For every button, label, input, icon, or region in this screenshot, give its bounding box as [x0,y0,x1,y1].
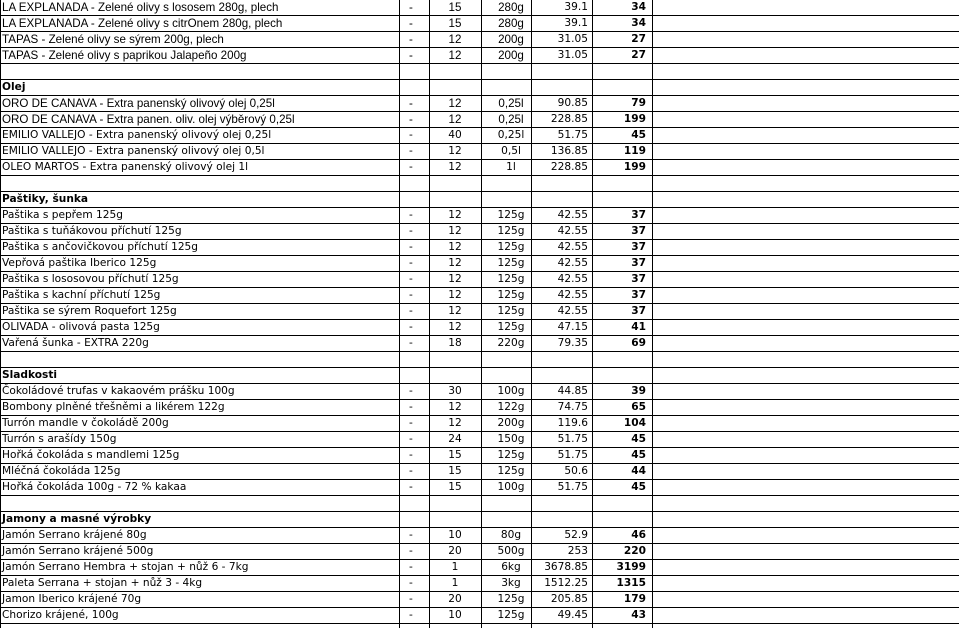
cell-dash: - [409,241,413,253]
cell-qty: 15 [448,449,462,461]
cell-price: 50.6 [564,465,588,477]
cell-qty: 12 [448,145,462,157]
table-row [0,160,959,176]
cell-unit: 500g [497,545,525,557]
cell-price: 228.85 [550,161,588,173]
table-row [0,16,959,32]
cell-unit: 150g [497,433,525,445]
cell-dash: - [409,209,413,221]
cell-name: Vařená šunka - EXTRA 220g [2,337,149,349]
table-row [0,336,959,352]
cell-name: Bombony plněné třešněmi a likérem 122g [2,401,225,413]
table-row [0,448,959,464]
cell-name: Mléčná čokoláda 125g [2,465,121,477]
table-row [0,96,959,112]
cell-qty: 12 [448,97,462,110]
cell-price: 1512.25 [544,577,588,589]
cell-qty: 12 [448,417,462,429]
cell-name: Paštika s ančovičkovou příchutí 125g [2,241,199,253]
cell-dash: - [409,33,413,46]
cell-price: 253 [567,545,588,557]
cell-total: 34 [631,17,646,29]
cell-qty: 12 [448,305,462,317]
cell-name: EMILIO VALLEJO - Extra panenský olivový olej 0,25l [2,129,272,141]
cell-dash: - [409,161,413,173]
cell-unit: 0,25l [498,113,524,126]
column-divider [531,0,532,628]
cell-name: EMILIO VALLEJO - Extra panenský olivový olej 0,5l [2,145,265,157]
cell-unit: 0,25l [497,129,525,141]
table-row [0,592,959,608]
cell-name: LA EXPLANADA - Zelené olivy s lososem 280g, plech [2,1,279,14]
cell-qty: 12 [448,113,462,126]
cell-qty: 12 [448,273,462,285]
blank-row [0,496,959,512]
cell-dash: - [409,561,413,573]
cell-total: 37 [631,289,646,301]
cell-dash: - [409,145,413,157]
cell-unit: 1l [506,161,516,173]
cell-qty: 12 [448,225,462,237]
column-divider [652,0,653,628]
cell-price: 42.55 [557,273,588,285]
cell-total: 37 [631,273,646,285]
cell-total: 45 [631,449,646,461]
cell-total: 37 [631,209,646,221]
cell-dash: - [409,529,413,541]
table-row [0,288,959,304]
cell-total: 37 [631,305,646,317]
cell-unit: 125g [497,273,525,285]
cell-name: ORO DE CANAVA - Extra panen. oliv. olej výběrový 0,25l [2,113,295,126]
cell-dash: - [409,273,413,285]
cell-name: Turrón s arašídy 150g [2,433,117,445]
cell-price: 39.1 [564,1,588,13]
cell-unit: 280g [498,17,524,30]
cell-name: LA EXPLANADA - Zelené olivy s citrOnem 280g, plech [2,17,283,30]
cell-name: Jamon Iberico krájené 70g [2,593,142,605]
cell-unit: 125g [497,609,525,621]
cell-price: 79.35 [557,337,588,349]
table-row [0,128,959,144]
table-row [0,480,959,496]
cell-total: 45 [631,481,646,493]
table-row [0,608,959,624]
cell-name: Paštika s lososovou příchutí 125g [2,273,179,285]
cell-total: 37 [631,225,646,237]
cell-unit: 200g [498,33,524,46]
cell-dash: - [409,433,413,445]
cell-name: Paštika s kachní příchutí 125g [2,289,161,301]
cell-name: Paštika s pepřem 125g [2,209,123,221]
cell-dash: - [409,481,413,493]
cell-qty: 15 [448,481,462,493]
cell-total: 45 [631,433,646,445]
cell-price: 52.9 [564,529,588,541]
cell-total: 69 [631,337,646,349]
cell-unit: 125g [497,449,525,461]
table-row [0,560,959,576]
cell-price: 47.15 [557,321,588,333]
table-row [0,48,959,64]
section-title: Paštiky, šunka [2,193,89,205]
table-row [0,208,959,224]
cell-unit: 200g [497,417,525,429]
cell-qty: 15 [448,465,462,477]
cell-unit: 125g [497,225,525,237]
cell-total: 179 [623,593,646,605]
cell-total: 1315 [616,577,646,589]
table-row [0,304,959,320]
cell-qty: 30 [448,385,462,397]
cell-qty: 15 [448,17,462,30]
table-row [0,320,959,336]
cell-total: 34 [631,1,646,13]
cell-qty: 12 [448,321,462,333]
cell-dash: - [409,305,413,317]
table-row [0,544,959,560]
cell-unit: 200g [498,49,524,62]
blank-row [0,64,959,80]
cell-unit: 125g [497,289,525,301]
cell-qty: 24 [448,433,462,445]
column-divider [592,0,593,628]
cell-name: OLIVADA - olivová pasta 125g [2,321,160,333]
cell-name: OLEO MARTOS - Extra panenský olivový olej 1l [2,161,249,173]
cell-total: 44 [631,465,646,477]
cell-dash: - [409,593,413,605]
cell-unit: 125g [497,209,525,221]
cell-price: 42.55 [557,257,588,269]
cell-unit: 280g [498,1,524,14]
section-title: Olej [2,81,26,93]
cell-total: 3199 [616,561,646,573]
cell-unit: 125g [497,465,525,477]
cell-price: 42.55 [557,225,588,237]
cell-name: TAPAS - Zelené olivy se sýrem 200g, plech [2,33,224,46]
cell-name: Hořká čokoláda 100g - 72 % kakaa [2,481,187,493]
cell-unit: 122g [497,401,525,413]
cell-unit: 3kg [501,577,521,589]
column-divider [399,0,400,628]
cell-price: 228.85 [550,113,588,125]
cell-dash: - [409,49,413,62]
cell-dash: - [409,577,413,589]
table-row [0,432,959,448]
cell-price: 74.75 [557,401,588,413]
cell-price: 119.6 [557,417,588,429]
cell-qty: 12 [448,33,462,46]
cell-qty: 20 [448,593,462,605]
cell-dash: - [409,225,413,237]
table-row [0,464,959,480]
cell-unit: 125g [497,305,525,317]
cell-dash: - [409,465,413,477]
cell-price: 31.05 [557,33,588,45]
cell-total: 46 [631,529,646,541]
cell-price: 42.55 [557,289,588,301]
cell-total: 41 [631,321,646,333]
cell-price: 31.05 [557,49,588,61]
cell-name: Paleta Serrana + stojan + nůž 3 - 4kg [2,577,203,589]
cell-price: 136.85 [550,145,588,157]
cell-price: 42.55 [557,241,588,253]
cell-unit: 0,25l [498,97,524,110]
cell-dash: - [409,449,413,461]
cell-price: 39.1 [564,17,588,29]
cell-dash: - [409,1,413,14]
cell-qty: 40 [448,129,462,141]
cell-unit: 125g [497,593,525,605]
cell-unit: 100g [497,481,525,493]
cell-unit: 100g [497,385,525,397]
cell-name: Chorizo krájené, 100g [2,609,119,621]
cell-qty: 10 [448,609,462,621]
cell-dash: - [409,609,413,621]
cell-name: Jamón Serrano Hembra + stojan + nůž 6 - 7kg [2,561,249,573]
cell-dash: - [409,129,413,141]
cell-dash: - [409,17,413,30]
table-row [0,416,959,432]
cell-total: 104 [623,417,646,429]
cell-total: 37 [631,241,646,253]
cell-dash: - [409,321,413,333]
section-header-row [0,512,959,528]
cell-dash: - [409,113,413,126]
section-title: Sladkosti [2,369,58,381]
cell-total: 27 [631,33,646,45]
cell-name: Čokoládové trufas v kakaovém prášku 100g [2,385,235,397]
cell-price: 49.45 [557,609,588,621]
cell-qty: 15 [448,1,462,14]
cell-price: 205.85 [550,593,588,605]
cell-unit: 220g [497,337,525,349]
section-header-row [0,368,959,384]
table-row [0,576,959,592]
cell-dash: - [409,289,413,301]
cell-unit: 6kg [501,561,521,573]
cell-dash: - [409,385,413,397]
column-divider [0,0,1,628]
cell-total: 37 [631,257,646,269]
cell-total: 119 [623,145,646,157]
cell-qty: 12 [448,241,462,253]
table-row [0,384,959,400]
cell-dash: - [409,337,413,349]
cell-total: 45 [631,129,646,141]
cell-dash: - [409,545,413,557]
cell-qty: 18 [448,337,462,349]
table-row [0,528,959,544]
cell-dash: - [409,417,413,429]
cell-name: Paštika se sýrem Roquefort 125g [2,305,177,317]
blank-row [0,352,959,368]
table-row [0,224,959,240]
cell-qty: 10 [448,529,462,541]
cell-total: 79 [631,97,646,109]
cell-name: Paštika s tuňákovou příchutí 125g [2,225,182,237]
cell-total: 27 [631,49,646,61]
cell-name: Jamón Serrano krájené 80g [2,529,147,541]
cell-price: 44.85 [557,385,588,397]
column-divider [429,0,430,628]
table-row [0,144,959,160]
cell-qty: 12 [448,161,462,173]
table-row [0,400,959,416]
cell-price: 90.85 [557,97,588,109]
cell-price: 3678.85 [544,561,588,573]
cell-total: 65 [631,401,646,413]
cell-qty: 12 [448,401,462,413]
cell-price: 51.75 [557,449,588,461]
table-row [0,0,959,16]
cell-dash: - [409,257,413,269]
table-row [0,256,959,272]
cell-total: 220 [623,545,646,557]
cell-unit: 125g [497,321,525,333]
cell-unit: 125g [497,257,525,269]
cell-unit: 125g [497,241,525,253]
cell-qty: 12 [448,209,462,221]
table-row [0,32,959,48]
cell-qty: 12 [448,49,462,62]
table-row [0,112,959,128]
cell-name: TAPAS - Zelené olivy s paprikou Jalapeño 200g [2,49,247,62]
cell-total: 39 [631,385,646,397]
cell-name: ORO DE CANAVA - Extra panenský olivový olej 0,25l [2,97,275,110]
cell-qty: 20 [448,545,462,557]
cell-name: Jamón Serrano krájené 500g [2,545,154,557]
cell-qty: 12 [448,289,462,301]
cell-price: 51.75 [557,129,588,141]
cell-qty: 12 [448,257,462,269]
cell-qty: 1 [451,577,459,589]
cell-name: Vepřová paštika Iberico 125g [2,257,157,269]
table-row [0,272,959,288]
cell-price: 42.55 [557,209,588,221]
cell-total: 43 [631,609,646,621]
cell-dash: - [409,97,413,110]
cell-qty: 1 [451,561,459,573]
cell-dash: - [409,401,413,413]
cell-price: 42.55 [557,305,588,317]
section-header-row [0,192,959,208]
section-title: Jamony a masné výrobky [2,513,152,525]
blank-row [0,176,959,192]
cell-total: 199 [623,113,646,125]
cell-price: 51.75 [557,433,588,445]
cell-name: Turrón mandle v čokoládě 200g [2,417,169,429]
section-header-row [0,80,959,96]
cell-unit: 80g [500,529,522,541]
cell-unit: 0,5l [501,145,521,157]
column-divider [481,0,482,628]
cell-price: 51.75 [557,481,588,493]
cell-name: Hořká čokoláda s mandlemi 125g [2,449,180,461]
cell-total: 199 [623,161,646,173]
table-row [0,240,959,256]
